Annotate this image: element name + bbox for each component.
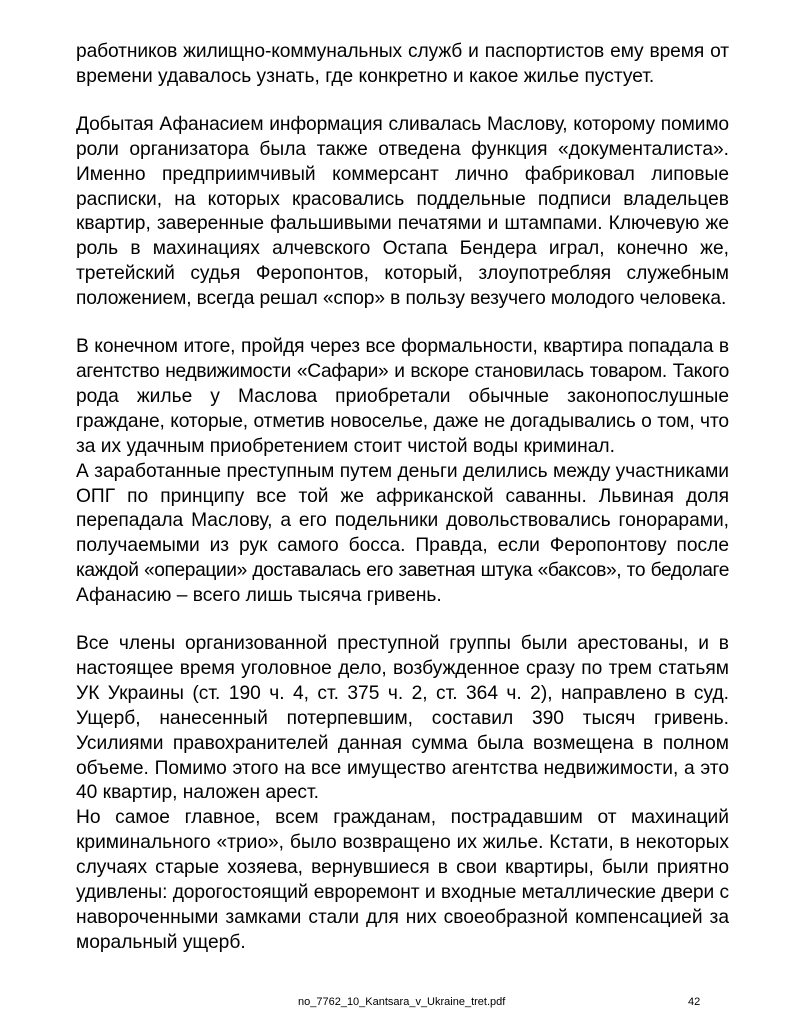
text-line: навороченными замками стали для них своеобразной компенсацией за xyxy=(76,907,729,928)
text-line: ОПГ по принципу все той же африканской саванны. Львиная доля xyxy=(76,485,729,507)
text-line: расписки, на которых красовались поддельные подписи владельцев xyxy=(76,188,729,210)
text-line: случаях старые хозяева, вернувшиеся в свои квартиры, были приятно xyxy=(76,857,729,879)
text-line: удивлены: дорогостоящий евроремонт и входные металлические двери с xyxy=(76,882,729,904)
text-line: А заработанные преступным путем деньги делились между участниками xyxy=(76,460,729,482)
page-number: 42 xyxy=(688,996,701,1008)
text-line: работников жилищно-коммунальных служб и паспортистов ему время от xyxy=(76,41,729,62)
document-body xyxy=(76,40,729,956)
text-line: перепадала Маслову, а его подельники довольствовались гонорарами, xyxy=(76,510,729,532)
text-line: Афанасию – всего лишь тысяча гривень. xyxy=(76,585,442,607)
paragraph-4 xyxy=(76,460,729,609)
text-line: криминального «трио», было возвращено их жилье. Кстати, в некоторых xyxy=(76,832,729,854)
text-line: роли организатора была также отведена функция «документалиста». xyxy=(76,138,729,160)
text-line: времени удавалось узнать, где конкретно и какое жилье пустует. xyxy=(76,65,655,87)
text-line: за их удачным приобретением стоит чистой воды криминал. xyxy=(76,435,615,457)
paragraph-1 xyxy=(76,40,729,90)
text-line: третейский судья Феропонтов, который, злоупотребляя служебным xyxy=(76,263,729,285)
footer-filename: no_7762_10_Kantsara_v_Ukraine_tret.pdf xyxy=(298,996,506,1008)
paragraph-3 xyxy=(76,335,729,460)
text-line: каждой «операции» доставалась его заветная штука «баксов», то бедолаге xyxy=(76,560,729,582)
text-line: Ущерб, нанесенный потерпевшим, составил 390 тысяч гривень. xyxy=(76,707,729,729)
text-line: моральный ущерб. xyxy=(76,931,246,953)
text-line: агентство недвижимости «Сафари» и вскоре становилась товаром. Такого xyxy=(76,360,729,382)
text-line: Все члены организованной преступной группы были арестованы, и в xyxy=(76,633,729,655)
text-line: Именно предприимчивый коммерсант лично фабриковал липовые xyxy=(76,163,729,185)
text-line: В конечном итоге, пройдя через все формальности, квартира попадала в xyxy=(76,336,729,358)
text-line: квартир, заверенные фальшивыми печатями и штампами. Ключевую же xyxy=(76,213,729,235)
text-line: объеме. Помимо этого на все имущество агентства недвижимости, а это xyxy=(76,757,729,779)
text-line: положением, всегда решал «спор» в пользу везучего молодого человека. xyxy=(76,288,727,310)
paragraph-6 xyxy=(76,806,729,955)
text-line: УК Украины (ст. 190 ч. 4, ст. 375 ч. 2, ст. 364 ч. 2), направлено в суд. xyxy=(76,682,729,704)
text-line: роль в махинациях алчевского Остапа Бендера играл, конечно же, xyxy=(76,238,729,260)
text-line: Но самое главное, всем гражданам, пострадавшим от махинаций xyxy=(76,807,729,829)
text-line: Усилиями правохранителей данная сумма была возмещена в полном xyxy=(76,732,729,754)
paragraph-2 xyxy=(76,113,729,312)
paragraph-5 xyxy=(76,632,729,806)
text-line: рода жилье у Маслова приобретали обычные законопослушные xyxy=(76,385,729,407)
page-footer xyxy=(0,996,791,1016)
text-line: настоящее время уголовное дело, возбужденное сразу по трем статьям xyxy=(76,657,729,679)
text-line: 40 квартир, наложен арест. xyxy=(76,782,319,804)
text-line: Добытая Афанасием информация сливалась Маслову, которому помимо xyxy=(76,113,729,135)
text-line: получаемыми из рук самого босса. Правда, если Феропонтову после xyxy=(76,535,729,557)
text-line: граждане, которые, отметив новоселье, даже не догадывались о том, что xyxy=(76,410,729,432)
